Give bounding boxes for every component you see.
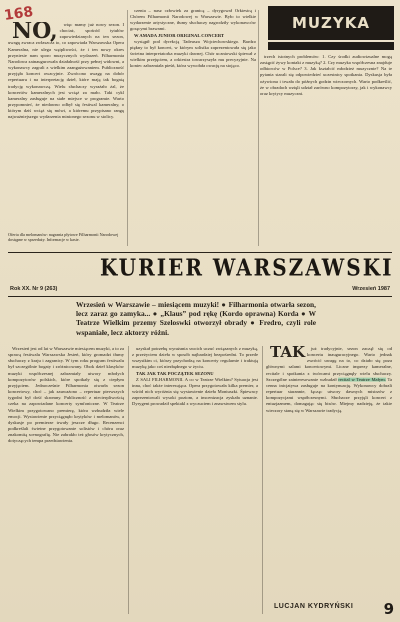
banner-bar: [268, 42, 394, 50]
masthead-date: Wrzesień 1987: [352, 286, 390, 292]
column-divider: [128, 346, 129, 614]
masthead-issue: Rok XX. Nr 9 (263): [10, 286, 58, 292]
column-one: [8, 22, 124, 230]
tak-dropword: TAK: [270, 346, 306, 361]
body-column-one: [8, 346, 124, 616]
column-two-text-2: wystąpił pod dyrekcją Tadeusza Wojciechowskiego. Bardzo piękny to był koncert, w którym solistka zaprezentowała się jako świetna interpretatorka muzyki dawnej. Chór uczniowski śpiewał z wielkim przejęciem, a orkiestra towarzyszyła mu precyzyjnie. Na koniec zabrzmiała pieśń, która wywołała owację na stojąco.: [130, 38, 256, 69]
body-column-three: [266, 346, 392, 602]
dropcap: NO,: [12, 22, 58, 44]
body-column-two-text-2: Z SALI FILHARMONII. A co w Teatrze Wielkim? Sytuacja jest inna, choć także interesująca. Opera przygotowała kilka premier, a wśród nich wyróżnia się wystawienie dzieła Moniuszki. Śpiewacy zaprezentowali wysoki poziom, a inscenizacja zyskała uznanie. Dyrygent prowadził spektakl z wyczuciem i znawstwem stylu.: [132, 376, 258, 407]
body-column-three-text: już tradycyjnie, sezon zaczął się od koncertu inauguracyjnego. Warto jednak zwrócić uwagę na to, co działo się poza głównymi salami koncertowymi. Liczne imprezy kameralne, recitale i spotkania z twórcami przyciągnęły wielu słuchaczy. Szczególne zainteresowanie wzbudził: [266, 346, 392, 382]
page-number: 9: [383, 600, 394, 618]
column-two-text: czenia – nasz człowiek za granicą – dyrygował Orkiestrą i Chórem Filharmonii Narodowej w Warszawie. Było to wielkie wydarzenie artystyczne, tłumy słuchaczy nagrodziły wykonawców gorącymi brawami.: [130, 8, 256, 32]
column-one-text: więc mamy już nowy sezon. I chociaż, spośród tytułów zapowiedzianych na ten sezon, uwagę zwraca zwłaszcza to, co zapowiada Warszawska Opera Kameralna, nie ulega wątpliwości, że i ten nowy okres przyniesie nam sporo muzycznych wydarzeń. Filharmonia Narodowa zainaugurowała działalność przy pełnej widowni, a wykonawcy zagrali z wielkim zaangażowaniem. Publiczność przyjęła koncert owacyjnie. Zwrócono uwagę na dobór repertuaru i na interpretację dzieł, które mają tak bogatą tradycję wykonawczą. Wielu słuchaczy wyrażało żal, że koncertów kameralnych jest wciąż za mało. Taki cykl kameralny zasługuje na stałe miejsce w programie. Warto przypomnieć, że niedawno odbył się festiwal kameralny, o którym dziś wciąż się mówi, a któremu przypisano rangę najważniejszego wydarzenia minionego sezonu w stolicy.: [8, 22, 124, 120]
column-three: [260, 54, 392, 246]
side-advertisement: Oferta dla melomanów: nagrania płytowe Filharmonii Narodowej dostępne w sprzedaży. Informacje w kasie.: [8, 232, 119, 243]
body-column-two: [132, 346, 258, 616]
body-column-two-subhead: TAK JAK TAK POCZĄTEK SEZONU: [136, 370, 214, 376]
lead-summary: Wrzesień w Warszawie – miesiącem muzyki! ● Filharmonia otwarła sezon, lecz zaraz go zamyka... ● „Klaus” pod rękę (Kordo oprawna) Korda ● W Teatrze Wielkim przemy Szeloswki otworzył obrady ● Fredro, czyli role wspaniałe, lecz aktorzy różni.: [76, 300, 316, 337]
section-banner: MUZYKA: [268, 6, 394, 40]
masthead-top-rule: [8, 252, 392, 253]
handwritten-page-number: 168: [3, 4, 35, 24]
masthead-title: KURIER WARSZAWSKI: [100, 253, 394, 282]
author-signature: LUCJAN KYDRYŃSKI: [274, 603, 354, 610]
column-divider: [262, 346, 263, 614]
column-divider: [127, 10, 128, 246]
column-two: [130, 8, 256, 246]
body-column-three-text-2: Ta cenna inicjatywa zasługuje na kontynuację. Wykonawcy dobrali repertuar starannie, łącząc utwory dawnych mistrzów z kompozycjami współczesnymi. Słuchacze przyjęli koncert z entuzjazmem, domagając się bisów. Miejmy nadzieję, że takie wieczory staną się w Warszawie tradycją.: [266, 376, 392, 413]
column-three-text: trzech istotnych problemów: 1. Czy środki audiowizualne mogą zastąpić żywy kontakt z muzyką? 2. Czy muzyka współczesna znajduje odbiorców w Polsce? 3. Jak kształcić młodzież muzycznie? Na te pytania starali się odpowiedzieć uczestnicy spotkania. Dyskusja była ożywiona i trwała do późnych godzin wieczornych. Warto podkreślić, że w obradach wzięli udział zarówno kompozytorzy, jak i wykonawcy oraz krytycy muzyczni.: [260, 54, 392, 96]
body-column-two-text: uzyskał potrzebę wyrażania swoich uczuć związanych z muzyką, z przeżyciem dzieła w sposób najbardziej bezpośredni. To przede wszystkim ci, którzy przychodzą na koncerty regularnie i traktują muzykę jako coś niezbędnego w życiu.: [132, 346, 258, 370]
masthead-bottom-rule: [8, 296, 392, 297]
highlighted-text: recital w Teatrze Małym.: [338, 376, 386, 382]
column-divider: [258, 10, 259, 246]
column-two-subhead: W AMADA JUNIOR ORIGINAL CONCERT: [134, 32, 225, 38]
body-column-one-text: Wrzesień jest od lat w Warszawie miesiącem muzyki, a to za sprawą festiwalu Warszawska Jesień, który gromadzi tłumy słuchaczy z kraju i zagranicy. W tym roku program festiwalu był szczególnie bogaty i zróżnicowany. Obok dzieł klasyków muzyki współczesnej zabrzmiały utwory młodych kompozytorów polskich, które spotkały się z ciepłym przyjęciem. Jednocześnie Filharmonia otwarła sezon koncertowy, choć – jak zauważono – repertuar pierwszych tygodni był dość skromny. Publiczność z niecierpliwością czeka na zapowiadane koncerty symfoniczne. W Teatrze Wielkim przygotowano premierę, która wzbudziła wiele emocji. Wystawienie przyciągnęło krytyków i melomanów, a dyskusje po premierze trwały jeszcze długo. Recenzenci podkreślali świetne przygotowanie solistów i chóru oraz znakomitą scenografię. Nie zabrakło też głosów krytycznych, dotyczących tempa przedstawienia.: [8, 346, 124, 444]
